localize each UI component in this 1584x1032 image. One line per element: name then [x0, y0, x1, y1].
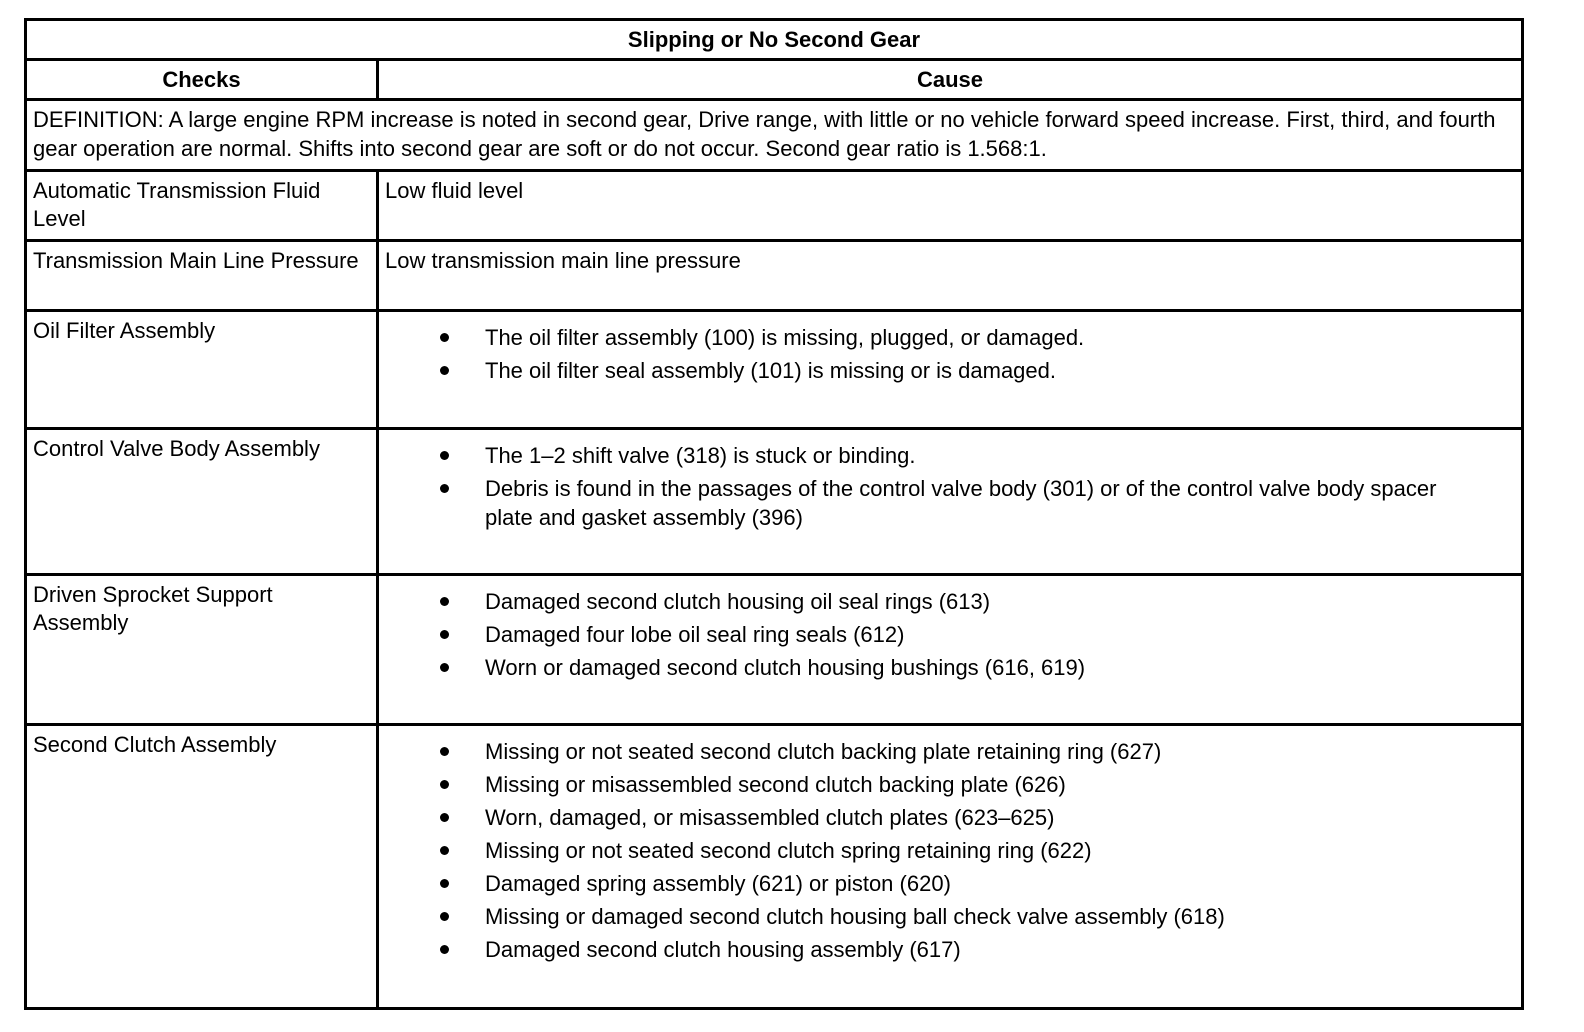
list-item [385, 869, 1515, 898]
cause-item-text: The oil filter seal assembly (101) is missing or is damaged. [485, 358, 1057, 383]
list-item [385, 737, 1515, 766]
bullet-icon [440, 663, 449, 672]
bullet-icon [440, 945, 449, 954]
cause-item-text: Worn, damaged, or misassembled clutch plates (623–625) [485, 805, 1055, 830]
header-row [26, 60, 1523, 100]
check-second-clutch: Second Clutch Assembly [26, 725, 378, 1009]
list-item [385, 356, 1515, 385]
cause-list [385, 587, 1515, 682]
cause-item-text: Missing or not seated second clutch backing plate retaining ring (627) [485, 739, 1162, 764]
definition-text: DEFINITION: A large engine RPM increase is noted in second gear, Drive range, with little or no vehicle forward speed increase. First, third, and fourth gear operation are normal. Shifts into second gear are soft or do not occur. Second gear ratio is 1.568:1. [26, 100, 1523, 171]
bullet-icon [440, 630, 449, 639]
cause-item-text: Damaged second clutch housing oil seal rings (613) [485, 589, 991, 614]
cause-fluid-level: Low fluid level [378, 171, 1523, 241]
title-row [26, 20, 1523, 60]
list-item [385, 836, 1515, 865]
definition-row [26, 100, 1523, 171]
list-item [385, 474, 1515, 532]
list-item [385, 935, 1515, 964]
bullet-icon [440, 846, 449, 855]
bullet-icon [440, 484, 449, 493]
table-row [26, 311, 1523, 429]
cause-list [385, 441, 1515, 532]
cause-oil-filter [378, 311, 1523, 429]
bullet-icon [440, 879, 449, 888]
bullet-icon [440, 451, 449, 460]
checks-header: Checks [26, 60, 378, 100]
diagnostic-table [24, 18, 1524, 1010]
cause-item-text: Missing or not seated second clutch spring retaining ring (622) [485, 838, 1092, 863]
list-item [385, 770, 1515, 799]
bullet-icon [440, 813, 449, 822]
cause-list [385, 737, 1515, 964]
cause-item-text: Damaged spring assembly (621) or piston (620) [485, 871, 951, 896]
bullet-icon [440, 747, 449, 756]
bullet-icon [440, 597, 449, 606]
bullet-icon [440, 912, 449, 921]
table-row [26, 575, 1523, 725]
cause-second-clutch [378, 725, 1523, 1009]
check-driven-sprocket-support: Driven Sprocket Support Assembly [26, 575, 378, 725]
list-item [385, 902, 1515, 931]
cause-list [385, 323, 1515, 385]
cause-item-text: The 1–2 shift valve (318) is stuck or binding. [485, 443, 916, 468]
list-item [385, 323, 1515, 352]
list-item [385, 441, 1515, 470]
table-row [26, 725, 1523, 1009]
cause-item-text: Damaged four lobe oil seal ring seals (612) [485, 622, 905, 647]
check-oil-filter: Oil Filter Assembly [26, 311, 378, 429]
table-row [26, 241, 1523, 311]
check-main-line-pressure: Transmission Main Line Pressure [26, 241, 378, 311]
cause-item-text: Damaged second clutch housing assembly (617) [485, 937, 961, 962]
list-item [385, 803, 1515, 832]
cause-main-line-pressure: Low transmission main line pressure [378, 241, 1523, 311]
bullet-icon [440, 366, 449, 375]
table-title: Slipping or No Second Gear [26, 20, 1523, 60]
cause-control-valve-body [378, 429, 1523, 575]
list-item [385, 620, 1515, 649]
cause-item-text: Debris is found in the passages of the control valve body (301) or of the control valve body spacer plate and gasket assembly (396) [485, 476, 1437, 530]
cause-item-text: Worn or damaged second clutch housing bushings (616, 619) [485, 655, 1086, 680]
table-row [26, 171, 1523, 241]
table-row [26, 429, 1523, 575]
cause-item-text: Missing or misassembled second clutch backing plate (626) [485, 772, 1066, 797]
bullet-icon [440, 780, 449, 789]
list-item [385, 653, 1515, 682]
check-control-valve-body: Control Valve Body Assembly [26, 429, 378, 575]
cause-header: Cause [378, 60, 1523, 100]
list-item [385, 587, 1515, 616]
cause-driven-sprocket-support [378, 575, 1523, 725]
cause-item-text: The oil filter assembly (100) is missing, plugged, or damaged. [485, 325, 1085, 350]
bullet-icon [440, 333, 449, 342]
check-fluid-level: Automatic Transmission Fluid Level [26, 171, 378, 241]
cause-item-text: Missing or damaged second clutch housing ball check valve assembly (618) [485, 904, 1225, 929]
